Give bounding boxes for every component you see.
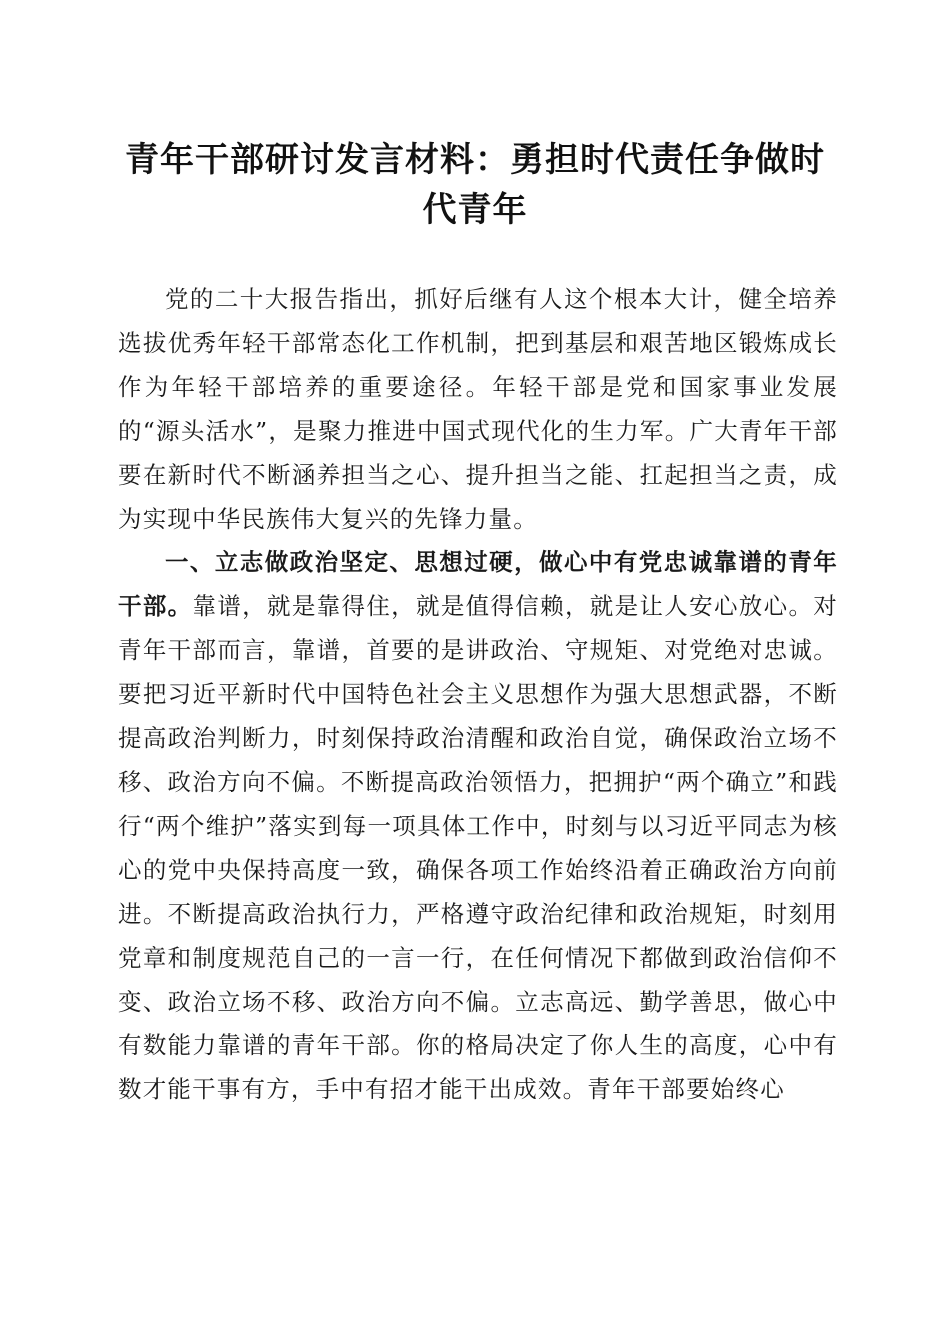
paragraph-section-one	[118, 541, 838, 1112]
document-title: 青年干部研讨发言材料：勇担时代责任争做时代青年	[125, 140, 825, 230]
section-one-heading: 一、立志做政治坚定、思想过硬，做心中有党忠诚靠谱的青年干部。	[118, 548, 838, 621]
paragraph-intro-text: 党的二十大报告指出，抓好后继有人这个根本大计，健全培养选拔优秀年轻干部常态化工作机制，把到基层和艰苦地区锻炼成长作为年轻干部培养的重要途径。年轻干部是党和国家事业发展的“源头活水”，是聚力推进中国式现代化的生力军。广大青年干部要在新时代不断涵养担当之心、提升担当之能、扛起担当之责，成为实现中华民族伟大复兴的先锋力量。	[118, 285, 838, 533]
section-one-text: 靠谱，就是靠得住，就是值得信赖，就是让人安心放心。对青年干部而言，靠谱，首要的是讲政治、守规矩、对党绝对忠诚。要把习近平新时代中国特色社会主义思想作为强大思想武器，不断提高政治判断力，时刻保持政治清醒和政治自觉，确保政治立场不移、政治方向不偏。不断提高政治领悟力，把拥护“两个确立”和践行“两个维护”落实到每一项具体工作中，时刻与以习近平同志为核心的党中央保持高度一致，确保各项工作始终沿着正确政治方向前进。不断提高政治执行力，严格遵守政治纪律和政治规矩，时刻用党章和制度规范自己的一言一行，在任何情况下都做到政治信仰不变、政治立场不移、政治方向不偏。立志高远、勤学善思，做心中有数能力靠谱的青年干部。你的格局决定了你人生的高度，心中有数才能干事有方，手中有招才能干出成效。青年干部要始终心	[118, 592, 838, 1104]
paragraph-intro	[118, 278, 838, 541]
document-body	[118, 278, 838, 1112]
